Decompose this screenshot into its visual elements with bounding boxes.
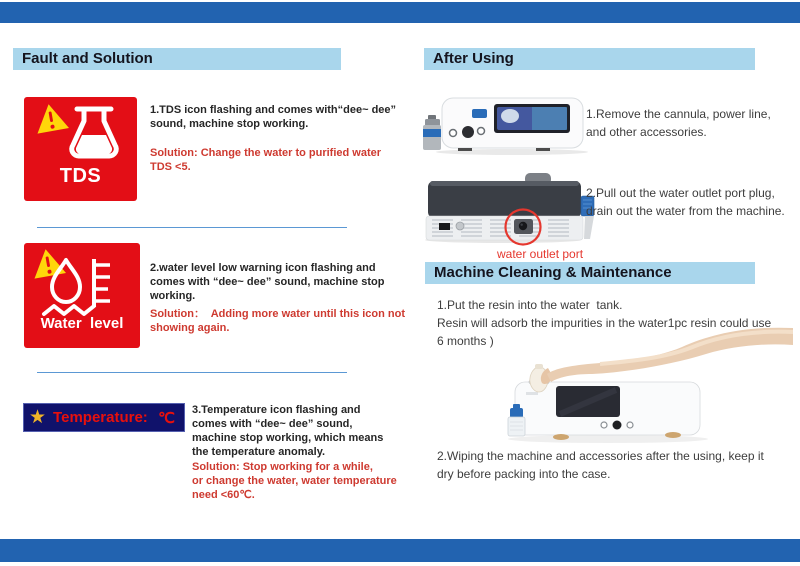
- machine-front-illustration: [420, 92, 590, 156]
- temperature-banner-label: Temperature:: [53, 409, 148, 426]
- top-accent-bar: [0, 2, 800, 23]
- fault-solution-header: Fault and Solution: [13, 48, 341, 70]
- cleaning-step-2: [437, 447, 764, 483]
- tds-card-label: TDS: [59, 165, 102, 187]
- water-outlet-port-label: water outlet port: [497, 247, 584, 261]
- text-line: 2.water level low warning icon flashing and: [150, 262, 376, 274]
- text-line: 2.Wiping the machine and accessories after the using, keep it: [437, 449, 764, 463]
- text-line: machine stop working, which means: [192, 432, 384, 444]
- star-icon: ★: [29, 407, 47, 428]
- water-level-card-label: Water level: [40, 315, 124, 332]
- fault-2-text: [150, 261, 384, 303]
- resin-insert-illustration: [468, 322, 793, 446]
- warning-triangle-icon: [32, 102, 70, 135]
- section-divider: [37, 227, 347, 228]
- text-line: dry before packing into the case.: [437, 467, 611, 481]
- machine-back-illustration: [415, 172, 605, 250]
- fault-1-text: [150, 103, 396, 131]
- text-line: need <60℃.: [192, 489, 255, 501]
- flask-icon: [68, 105, 120, 163]
- temperature-unit-label: ℃: [158, 409, 175, 427]
- text-line: TDS <5.: [150, 161, 191, 173]
- text-line: Solution: Change the water to purified water: [150, 147, 382, 159]
- bottom-accent-bar: [0, 539, 800, 562]
- text-line: working.: [150, 290, 196, 302]
- text-line: Solution: Stop working for a while,: [192, 461, 373, 473]
- text-line: Solution： Adding more water until this icon not: [150, 308, 406, 320]
- text-line: or change the water, water temperature: [192, 475, 397, 487]
- text-line: comes with “dee~ dee” sound,: [192, 418, 353, 430]
- fault-3-text: [192, 403, 383, 459]
- fault-3-solution: [192, 460, 397, 502]
- temperature-banner: [23, 403, 185, 432]
- text-line: 3.Temperature icon flashing and: [192, 404, 361, 416]
- text-line: 6 months ): [437, 334, 494, 348]
- after-using-header: After Using: [424, 48, 755, 70]
- fault-1-solution: [150, 146, 381, 174]
- tds-alert-card: [24, 97, 137, 201]
- text-line: Resin will adsorb the impurities in the water1pc resin could use: [437, 316, 772, 330]
- text-line: the temperature anomaly.: [192, 446, 326, 458]
- after-step-1: [586, 105, 771, 141]
- text-line: 2.Pull out the water outlet port plug,: [586, 186, 775, 200]
- machine-cleaning-header: Machine Cleaning & Maintenance: [425, 262, 755, 284]
- text-line: 1.Put the resin into the water tank.: [437, 298, 623, 312]
- text-line: 1.TDS icon flashing and comes with“dee~ dee”: [150, 104, 397, 116]
- text-line: drain out the water from the machine.: [586, 204, 785, 218]
- text-line: 1.Remove the cannula, power line,: [586, 107, 771, 121]
- text-line: comes with “dee~ dee” sound, machine stop: [150, 276, 385, 288]
- text-line: and other accessories.: [586, 125, 707, 139]
- after-step-2: [586, 184, 785, 220]
- fault-2-solution: [150, 307, 405, 335]
- text-line: sound, machine stop working.: [150, 118, 309, 130]
- water-level-gauge-icon: [38, 257, 118, 319]
- text-line: showing again.: [150, 322, 230, 334]
- water-level-alert-card: [24, 243, 140, 348]
- section-divider: [37, 372, 347, 373]
